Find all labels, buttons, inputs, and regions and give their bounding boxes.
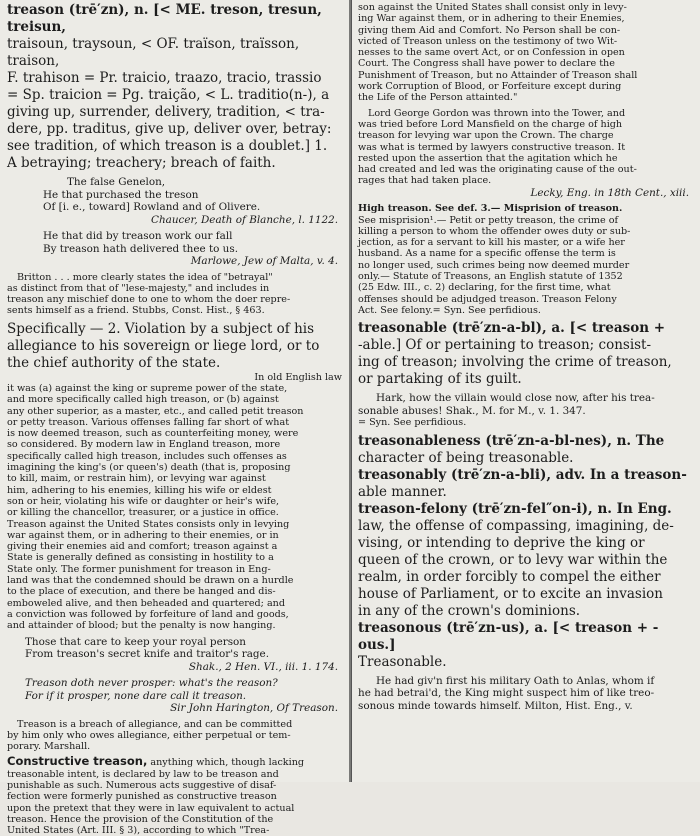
text-line: giving them Aid and Comfort. No Person shall be con- [358,24,621,36]
text-line: porary. Marshall. [7,741,91,753]
quote-line: Hark, how the villain would close now, after his trea- [376,392,655,405]
entry-treason-felony [358,501,693,620]
text-line: or petty treason. Various offenses falling far short of what [7,416,290,428]
text-line: so considered. By modern law in England treason, more [7,439,281,451]
text-line: Treason against the United States consists only in levying [7,518,290,530]
text-line: it was (a) against the king or supreme power of the state, [7,382,288,394]
text-line: rages that had taken place. [358,175,492,187]
quote-line: He had giv'n first his military Oath to Anlas, whom if [376,674,655,687]
quote-source: Marlowe, Jew of Malta, v. 4. [190,255,338,267]
right-column [351,0,700,782]
definition-line: treasonableness (trē′zn-a-bl-nes), n. The [358,432,665,449]
text-line: rested upon the assertion that the agitation which he [358,152,618,164]
quote-source: Shak., 2 Hen. VI., iii. 1. 174. [188,660,338,673]
definition-line: treasonably (trē′zn-a-bli), adv. In a treason- [358,466,687,483]
quotation-marlowe [7,230,342,268]
definition-line: vising, or intending to deprive the king or [358,534,645,551]
definition-line: Treasonable. [358,653,447,670]
text-line: punishable as such. Numerous acts suggestive of disaf- [7,780,277,791]
etymology-line: treason (trē′zn), n. [< ME. treson, tresun, treisun, [7,2,322,35]
text-line: and more specifically called high treason, or (b) against [7,394,279,406]
etymology-line: F. trahison = Pr. traicio, traazo, tracio, trassio [7,70,322,86]
text-line: In old English law [254,371,342,383]
text-line: State is generally defined as consisting in hostility to a [7,552,274,564]
text-line: had created and led was the originating cause of the out- [358,164,637,176]
text-line: anything which, though lacking [150,757,305,769]
entry-treason [7,2,342,172]
text-line: was tried before Lord Mansfield on the charge of high [358,118,623,130]
text-line: or killing the chancellor, treasurer, or a justice in office. [7,507,279,519]
entry-treasonous [358,620,693,671]
text-line: husband. As a name for a specific offense the term is [358,248,616,260]
definition-line: A betraying; treachery; breach of faith. [7,155,276,171]
definition-line: character of being treasonable. [358,449,574,466]
text-line: no longer used, such crimes being now deemed murder [358,259,630,271]
definition-line: the chief authority of the state. [7,354,221,371]
text-line: (25 Edw. III., c. 2) declaring, for the first time, what [358,282,611,294]
synonym-line: = Syn. See perfidious. [358,417,467,429]
text-line: war against them, or in adhering to their enemies, or in [7,529,279,541]
text-line: treason. Hence the provision of the Constitution of the [7,813,274,825]
text-line: a conviction was followed by forfeiture of land and goods, [7,608,289,620]
definition-line: or partaking of its guilt. [358,371,522,388]
text-line: treasonable intent, is declared by law to be treason and [7,768,279,780]
text-line: Punishment of Treason, but no Attainder of Treason shall [358,69,638,81]
text-line: him, adhering to his enemies, killing his wife or eldest [7,484,272,496]
text-line: Lord George Gordon was thrown into the Tower, and [368,107,626,119]
quote-line: sonous minde towards himself. Milton, Hist. Eng., v. [358,699,633,712]
text-line: to kill, maim, or restrain him), or levying war against [7,473,266,485]
definition-line: allegiance to his sovereign or liege lord, or to [7,337,320,354]
entry-treasonableness [358,433,693,467]
quote-line: By treason hath delivered thee to us. [43,242,239,255]
text-line: State only. The former punishment for treason in Eng- [7,563,271,575]
quotation-shakespeare-henry [7,636,342,674]
text-line: son or heir, violating his wife or daughter or heir's wife, [7,495,280,507]
quote-line: He that purchased the treson [43,188,199,201]
quote-line: Treason doth never prosper: what's the reason? [25,677,278,690]
text-line: Court. The Congress shall have power to declare the [358,58,615,70]
paragraph-gordon [358,108,693,200]
text-line: giving their enemies aid and comfort; treason against a [7,541,278,553]
quote-line: Those that care to keep your royal person [25,635,246,648]
text-line: upon the pretext that they were in law equivalent to actual [7,802,295,814]
text-line: son against the United States shall consist only in levy- [358,2,627,13]
paragraph-marshall [7,719,342,753]
sense-2 [7,321,342,372]
text-line: work Corruption of Blood, or Forfeiture except during [358,81,622,93]
text-line: jection, as for a servant to kill his master, or a wife her [358,237,625,249]
quotation-milton [358,675,693,713]
text-line: imagining the king's (or queen's) death (that is, proposing [7,462,291,474]
subentry-constructive-treason [7,756,342,836]
quote-line: he had betrai'd, the King might suspect him of like treo- [358,687,655,700]
text-line: United States (Art. III. § 3), according to which "Trea- [7,825,270,836]
definition-line: able manner. [358,483,447,500]
etymology-line: see tradition, of which treason is a doublet.] 1. [7,138,328,154]
text-line: was what is termed by lawyers constructive treason. It [358,141,626,153]
text-line: and attainder of blood; but the penalty is now hanging. [7,620,276,632]
quote-source: Sir John Harington, Of Treason. [170,702,338,715]
paragraph-high-treason [358,203,693,316]
text-line: specifically called high treason, includes such offenses as [7,450,287,462]
text-line: only.— Statute of Treasons, an English statute of 1352 [358,271,623,283]
text-line: to the place of execution, and there be hanged and dis- [7,586,276,598]
definition-line: law, the offense of compassing, imagining, de- [358,517,674,534]
text-line: treason any mischief done to one to whom the doer repre- [7,294,291,306]
text-line: the Life of the Person attainted." [358,92,518,104]
paragraph-constitution [358,2,693,104]
text-line: Act. See felony.= Syn. See perfidious. [358,304,541,316]
etymology-line: giving up, surrender, delivery, tradition, < tra- [7,104,325,120]
entry-treasonable [358,320,693,388]
etymology-line: dere, pp. traditus, give up, deliver over, betray: [7,121,332,137]
text-line: offenses should be adjudged treason. Treason Felony [358,293,617,305]
definition-line: realm, in order forcibly to compel the either [358,568,661,585]
text-line: Britton . . . more clearly states the idea of "betrayal" [17,271,273,283]
text-line: High treason. See def. 3.— Misprision of treason. [358,203,623,215]
text-line: emboweled alive, and then beheaded and quartered; and [7,597,285,609]
text-line: Treason is a breach of allegiance, and can be committed [17,718,293,730]
text-line: is now deemed treason, such as counterfeiting money, were [7,428,299,440]
entry-treasonably [358,467,693,501]
etymology-line: traisoun, traysoun, < OF. traïson, traïsson, traison, [7,36,300,69]
text-line: See misprision¹.— Petit or petty treason, the crime of [358,214,619,226]
paragraph-britton [7,272,342,317]
text-line: sents himself as a friend. Stubbs, Const. Hist., § 463. [7,305,265,317]
paragraph-english-law [7,372,342,632]
text-line: treason for levying war upon the Crown. The charge [358,130,614,142]
definition-line: treason-felony (trē′zn-fel″on-i), n. In Eng. [358,500,672,517]
quote-source: Lecky, Eng. in 18th Cent., xiii. [530,186,689,199]
text-line: victed of Treason unless on the testimony of two Wit- [358,35,618,47]
text-line: land was that the condemned should be drawn on a hurdle [7,575,294,587]
quote-line: From treason's secret knife and traitor's rage. [25,648,270,661]
subentry-headword: Constructive treason, [7,754,148,769]
quotation-harington [7,677,342,715]
definition-line: treasonous (trē′zn-us), a. [< treason + -ous.] [358,619,659,653]
definition-line: -able.] Of or pertaining to treason; consist- [358,337,652,354]
definition-line: treasonable (trē′zn-a-bl), a. [< treason + [358,320,666,337]
text-line: by him only who owes allegiance, either perpetual or tem- [7,729,291,741]
quotation-chaucer [7,176,342,226]
text-line: any other superior, as a master, etc., and called petit treason [7,405,304,417]
text-line: ing War against them, or in adhering to their Enemies, [358,13,625,25]
definition-line: in any of the crown's dominions. [358,602,581,619]
text-line: killing a person to whom the offender owes duty or sub- [358,225,631,237]
quote-line: Of [i. e., toward] Rowland and of Olivere. [43,201,261,213]
quotation-shakespeare-measure [358,392,693,417]
definition-line: queen of the crown, or to levy war within the [358,551,668,568]
definition-line: house of Parliament, or to excite an invasion [358,585,663,602]
text-line: as distinct from that of "lese-majesty," and includes in [7,282,270,294]
quote-line: The false Genelon, [67,176,166,188]
definition-line: ing of treason; involving the crime of treason, [358,354,672,371]
text-line: fection were formerly punished as constructive treason [7,791,277,803]
etymology-line: = Sp. traicion = Pg. traição, < L. traditio(n-), a [7,87,330,103]
text-line: nesses to the same overt Act, or on Confession in open [358,47,625,59]
quote-line: For if it prosper, none dare call it treason. [25,689,247,702]
quote-source: Chaucer, Death of Blanche, l. 1122. [151,213,338,226]
definition-line: Specifically — 2. Violation by a subject of his [7,320,315,337]
quote-line: sonable abuses! Shak., M. for M., v. 1. 347. [358,404,586,417]
quote-line: He that did by treason work our fall [43,230,233,242]
